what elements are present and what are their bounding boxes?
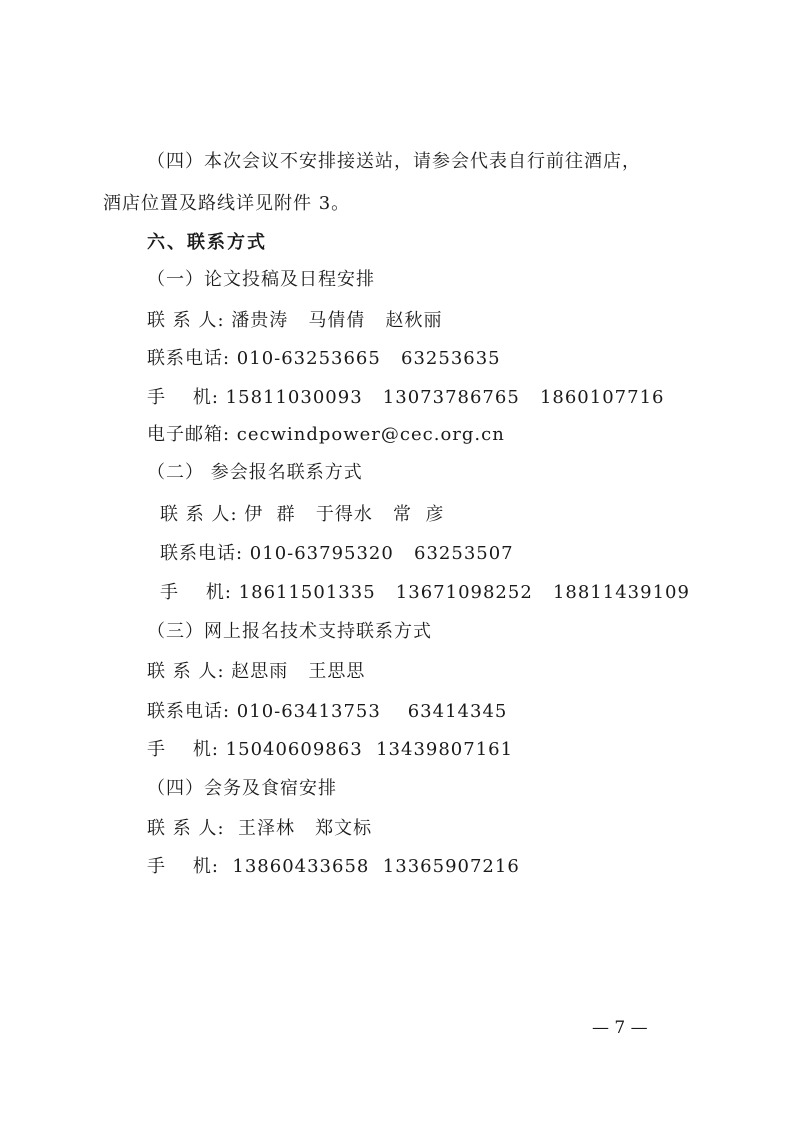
contact-mobile: 手 机: 15040609863 13439807161	[147, 739, 514, 760]
contact-phone: 联系电话: 010-63413753 63414345	[147, 701, 508, 722]
subsection-title: （二） 参会报名联系方式	[147, 462, 363, 483]
contact-persons: 联 系 人: 王泽林 郑文标	[147, 818, 373, 839]
paragraph-line: （四）本次会议不安排接送站，请参会代表自行前往酒店，	[147, 151, 641, 172]
contact-phone: 联系电话: 010-63253665 63253635	[147, 348, 501, 369]
subsection-title: （三）网上报名技术支持联系方式	[147, 621, 432, 642]
contact-persons: 联 系 人: 赵思雨 王思思	[147, 661, 366, 682]
contact-persons: 联 系 人: 伊 群 于得水 常 彦	[160, 504, 445, 525]
contact-mobile: 手 机: 18611501335 13671098252 18811439109	[160, 582, 690, 603]
contact-mobile: 手 机: 15811030093 13073786765 1860107716	[147, 387, 665, 408]
section-heading: 六、联系方式	[147, 232, 267, 253]
contact-email: 电子邮箱: cecwindpower@cec.org.cn	[147, 424, 505, 445]
subsection-title: （一）论文投稿及日程安排	[147, 269, 375, 290]
page-number: — 7 —	[592, 1018, 648, 1038]
subsection-title: （四）会务及食宿安排	[147, 778, 337, 799]
contact-mobile: 手 机: 13860433658 13365907216	[147, 856, 520, 877]
paragraph-line: 酒店位置及路线详见附件 3。	[103, 193, 351, 214]
contact-persons: 联 系 人: 潘贵涛 马倩倩 赵秋丽	[147, 310, 443, 331]
contact-phone: 联系电话: 010-63795320 63253507	[160, 543, 514, 564]
